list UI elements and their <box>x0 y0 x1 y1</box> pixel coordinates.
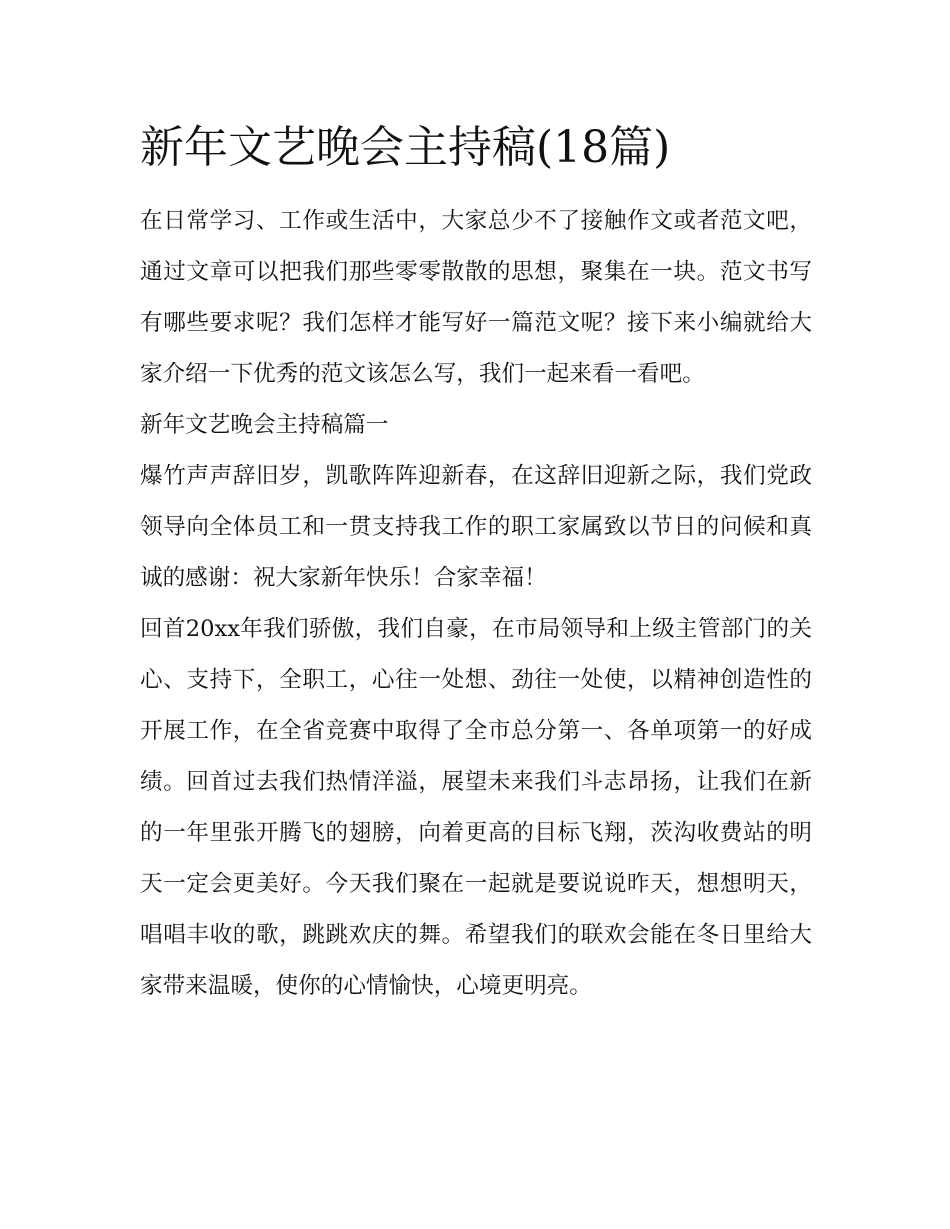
section-heading: 新年文艺晚会主持稿篇一 <box>140 412 389 438</box>
intro-paragraph: 在日常学习、工作或生活中，大家总少不了接触作文或者范文吧，通过文章可以把我们那些零零散散的思想，聚集在一块。范文书写有哪些要求呢？我们怎样才能写好一篇范文呢？接下来小编就给大家介绍一下优秀的范文该怎么写，我们一起来看一看吧。 <box>140 208 812 387</box>
body-paragraph: 回首20xx年我们骄傲，我们自豪，在市局领导和上级主管部门的关心、支持下，全职工，心往一处想、劲往一处使，以精神创造性的开展工作，在全省竞赛中取得了全市总分第一、各单项第一的好成绩。回首过去我们热情洋溢，展望未来我们斗志昂扬，让我们在新的一年里张开腾飞的翅膀，向着更高的目标飞翔，茨沟收费站的明天一定会更美好。今天我们聚在一起就是要说说昨天，想想明天，唱唱丰收的歌，跳跳欢庆的舞。希望我们的联欢会能在冬日里给大家带来温暖，使你的心情愉快，心境更明亮。 <box>140 616 812 999</box>
document-body <box>140 196 812 1012</box>
body-paragraph: 爆竹声声辞旧岁，凯歌阵阵迎新春，在这辞旧迎新之际，我们党政领导向全体员工和一贯支持我工作的职工家属致以节日的问候和真诚的感谢：祝大家新年快乐！合家幸福！ <box>140 463 812 591</box>
document-title: 新年文艺晚会主持稿(18篇) <box>140 122 671 173</box>
